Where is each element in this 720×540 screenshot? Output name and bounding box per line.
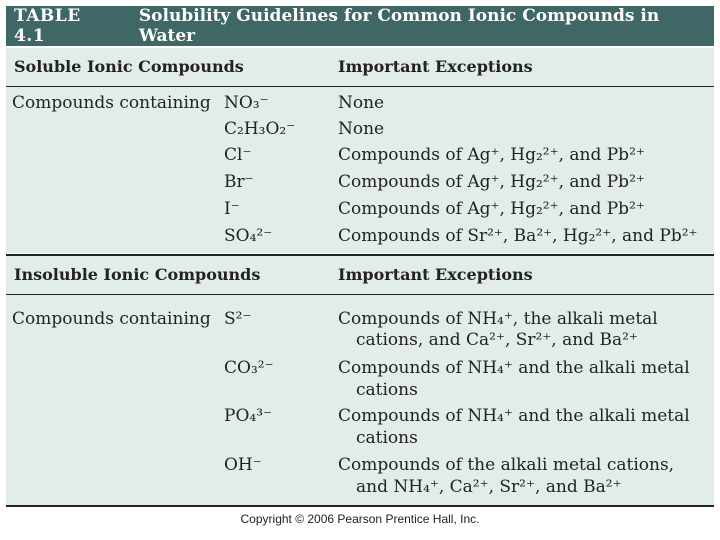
- exception-cell: Compounds of NH₄⁺, the alkali metal: [338, 309, 658, 329]
- insoluble-header-row: [6, 256, 714, 294]
- bottom-rule: [6, 505, 714, 507]
- insoluble-heading: Insoluble Ionic Compounds: [14, 265, 261, 284]
- table-number: TABLE 4.1: [14, 6, 81, 46]
- soluble-heading: Soluble Ionic Compounds: [14, 57, 244, 76]
- ion-cell: PO₄³⁻: [224, 406, 272, 426]
- table-title: Solubility Guidelines for Common Ionic Compounds in Water: [138, 6, 660, 46]
- exception-cell: Compounds of Ag⁺, Hg₂²⁺, and Pb²⁺: [338, 172, 645, 192]
- ion-cell: OH⁻: [224, 455, 262, 475]
- exception-cell: Compounds of NH₄⁺ and the alkali metal: [338, 406, 690, 426]
- exception-cell: None: [338, 119, 385, 139]
- exception-cell-continued: and NH₄⁺, Ca²⁺, Sr²⁺, and Ba²⁺: [356, 477, 622, 497]
- ion-cell: NO₃⁻: [224, 93, 269, 113]
- soluble-exceptions-heading: Important Exceptions: [338, 57, 533, 76]
- insoluble-lead-text: Compounds containing: [12, 309, 211, 329]
- ion-cell: S²⁻: [224, 309, 252, 329]
- soluble-lead-text: Compounds containing: [12, 93, 211, 113]
- insoluble-body: [6, 295, 714, 505]
- soluble-header-row: [6, 48, 714, 86]
- copyright-footer: Copyright © 2006 Pearson Prentice Hall, Inc.: [240, 512, 480, 526]
- ion-cell: CO₃²⁻: [224, 358, 274, 378]
- exception-cell: Compounds of Ag⁺, Hg₂²⁺, and Pb²⁺: [338, 199, 645, 219]
- exception-cell: Compounds of the alkali metal cations,: [338, 455, 675, 475]
- ion-cell: I⁻: [224, 199, 240, 219]
- ion-cell: SO₄²⁻: [224, 226, 273, 246]
- exception-cell: Compounds of Ag⁺, Hg₂²⁺, and Pb²⁺: [338, 145, 645, 165]
- insoluble-exceptions-heading: Important Exceptions: [338, 265, 533, 284]
- ion-cell: Cl⁻: [224, 145, 252, 165]
- table-title-bar: [6, 6, 714, 46]
- exception-cell-continued: cations, and Ca²⁺, Sr²⁺, and Ba²⁺: [356, 330, 638, 350]
- exception-cell-continued: cations: [356, 428, 418, 448]
- exception-cell-continued: cations: [356, 380, 418, 400]
- ion-cell: C₂H₃O₂⁻: [224, 119, 296, 139]
- exception-cell: Compounds of NH₄⁺ and the alkali metal: [338, 358, 690, 378]
- soluble-body: [6, 87, 714, 253]
- ion-cell: Br⁻: [224, 172, 254, 192]
- exception-cell: Compounds of Sr²⁺, Ba²⁺, Hg₂²⁺, and Pb²⁺: [338, 226, 698, 246]
- exception-cell: None: [338, 93, 385, 113]
